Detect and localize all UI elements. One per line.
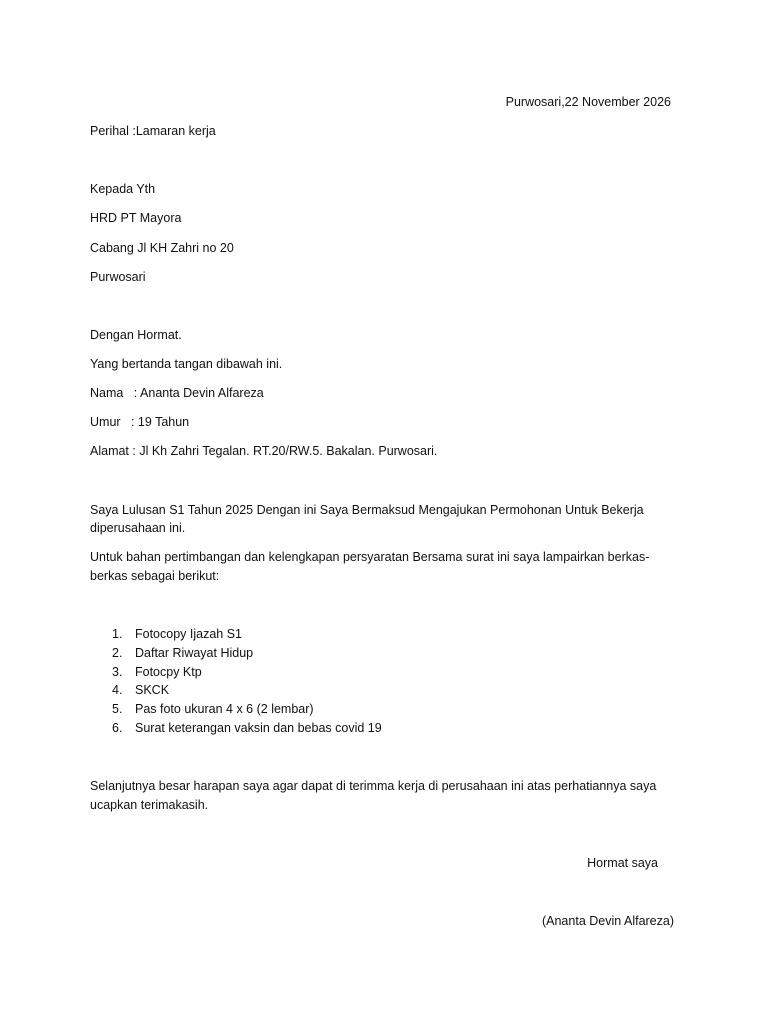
list-item-text: Surat keterangan vaksin dan bebas covid 19 <box>135 720 382 735</box>
list-item-text: Fotocpy Ktp <box>135 664 202 679</box>
name-label: Nama : <box>90 386 138 400</box>
signatory-name: (Ananta Devin Alfareza) <box>541 914 674 928</box>
list-item-number: 6. <box>112 720 123 735</box>
recipient-line-4: Purwosari <box>90 270 146 284</box>
list-item-number: 5. <box>112 702 123 717</box>
address-value: Jl Kh Zahri Tegalan. RT.20/RW.5. Bakalan. Purwosari. <box>135 444 438 458</box>
age-value: 19 Tahun <box>134 415 190 429</box>
closing-line1: Selanjutnya besar harapan saya agar dapat di terimma kerja di perusahaan ini atas perhatiannya saya <box>90 779 657 793</box>
subject-line: Perihal :Lamaran kerja <box>90 124 216 138</box>
paragraph2-line1: Untuk bahan pertimbangan dan kelengkapan persyaratan Bersama surat ini saya lampairkan berkas- <box>90 550 650 564</box>
list-item-number: 4. <box>112 683 123 698</box>
list-item-text: Pas foto ukuran 4 x 6 (2 lembar) <box>135 702 314 717</box>
paragraph2-line2: berkas sebagai berikut: <box>90 569 220 583</box>
identity-name <box>90 385 264 401</box>
name-value: Ananta Devin Alfareza <box>137 386 264 400</box>
closing-line2: ucapkan terimakasih. <box>90 798 209 812</box>
intro-line: Yang bertanda tangan dibawah ini. <box>90 357 283 371</box>
list-item-text: SKCK <box>135 683 170 698</box>
paragraph1-line2: diperusahaan ini. <box>90 521 186 535</box>
list-item-text: Daftar Riwayat Hidup <box>135 645 254 660</box>
age-label: Umur : <box>90 415 135 429</box>
address-label: Alamat : <box>90 444 136 458</box>
list-item-number: 2. <box>112 645 123 660</box>
list-item-number: 1. <box>112 627 123 641</box>
recipient-line-2: HRD PT Mayora <box>90 211 182 225</box>
greeting: Dengan Hormat. <box>90 328 182 342</box>
identity-address <box>90 443 437 459</box>
list-item-text: Fotocopy Ijazah S1 <box>135 627 243 641</box>
recipient-line-1: Kepada Yth <box>90 182 156 196</box>
place-date: Purwosari,22 November 2026 <box>505 95 671 109</box>
sign-off: Hormat saya <box>587 856 658 870</box>
paragraph1-line1: Saya Lulusan S1 Tahun 2025 Dengan ini Saya Bermaksud Mengajukan Permohonan Untuk Bekerja <box>90 503 644 517</box>
identity-age <box>90 414 189 430</box>
recipient-line-3: Cabang Jl KH Zahri no 20 <box>90 241 234 255</box>
list-item-number: 3. <box>112 664 123 679</box>
